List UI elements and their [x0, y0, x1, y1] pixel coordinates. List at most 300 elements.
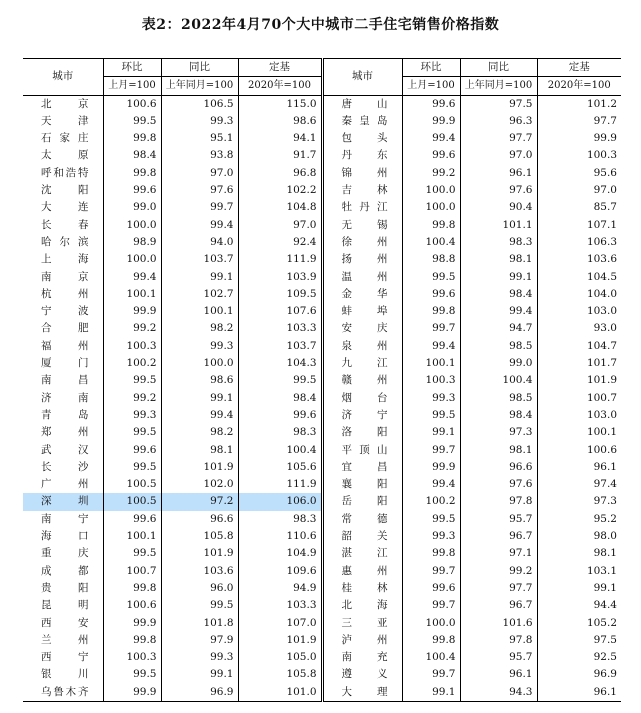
right-yoy-cell: 97.5 — [460, 95, 537, 113]
left-yoy-cell: 97.9 — [161, 632, 238, 649]
table-row — [23, 459, 621, 476]
left-city-cell: 宁 波 — [23, 303, 103, 320]
right-base-cell: 104.7 — [586, 339, 617, 352]
left-mom-cell: 100.3 — [103, 338, 161, 355]
left-city-cell: 重 庆 — [23, 545, 103, 562]
right-mom-cell: 100.0 — [402, 182, 460, 199]
left-mom-cell: 99.9 — [103, 615, 161, 632]
left-base-cell: 99.5 — [238, 372, 322, 389]
left-city-cell: 福 州 — [23, 338, 103, 355]
table-row — [23, 269, 621, 286]
left-base-cell: 101.0 — [238, 684, 322, 702]
left-yoy-cell: 96.9 — [161, 684, 238, 702]
right-yoy-cell: 96.1 — [460, 666, 537, 683]
left-mom-cell: 99.9 — [103, 303, 161, 320]
right-city-cell: 徐 州 — [322, 234, 402, 251]
left-city-cell: 南 昌 — [23, 372, 103, 389]
left-base-cell: 103.3 — [238, 597, 322, 614]
right-base-cell: 98.1 — [593, 547, 617, 560]
right-mom-cell: 99.7 — [402, 442, 460, 459]
right-base-cell: 100.1 — [586, 426, 617, 439]
right-city-cell: 桂 林 — [322, 580, 402, 597]
right-base-cell: 97.7 — [593, 114, 617, 127]
right-city-cell: 遵 义 — [322, 666, 402, 683]
left-base-cell: 96.8 — [238, 165, 322, 182]
right-mom-cell: 99.1 — [402, 424, 460, 441]
right-base-cell: 96.1 — [537, 684, 621, 702]
left-mom-cell: 100.3 — [103, 649, 161, 666]
left-base-cell: 103.7 — [238, 338, 322, 355]
right-yoy-cell: 96.6 — [460, 459, 537, 476]
left-base-cell: 103.3 — [238, 320, 322, 337]
right-base-cell: 95.6 — [593, 166, 617, 179]
right-base-cell: 104.5 — [586, 270, 617, 283]
table-row — [23, 130, 621, 147]
right-base-cell: 96.9 — [593, 668, 617, 681]
left-city-cell: 石家庄 — [23, 130, 103, 147]
left-city-cell: 贵 阳 — [23, 580, 103, 597]
left-base-cell: 98.3 — [238, 424, 322, 441]
left-city-cell: 西 安 — [23, 615, 103, 632]
right-mom-cell: 99.9 — [402, 459, 460, 476]
left-base-cell: 99.6 — [238, 407, 322, 424]
right-city-cell: 三 亚 — [322, 615, 402, 632]
left-mom-cell: 100.6 — [103, 95, 161, 113]
left-city-cell: 乌鲁木齐 — [23, 684, 103, 702]
right-city-cell: 洛 阳 — [322, 424, 402, 441]
left-base-cell: 106.0 — [238, 493, 322, 510]
left-city-cell: 杭 州 — [23, 286, 103, 303]
left-mom-cell: 99.6 — [103, 511, 161, 528]
right-yoy-cell: 98.5 — [460, 338, 537, 355]
right-mom-cell: 100.0 — [402, 615, 460, 632]
table-row — [23, 684, 621, 702]
right-base-cell: 92.5 — [593, 651, 617, 664]
right-mom-cell: 99.3 — [402, 390, 460, 407]
left-base-cell: 105.6 — [238, 459, 322, 476]
subheader-mom-right: 上月=100 — [402, 77, 460, 95]
header-mom-right: 环比 — [402, 59, 460, 77]
right-yoy-cell: 97.7 — [460, 580, 537, 597]
left-yoy-cell: 103.6 — [161, 563, 238, 580]
right-mom-cell: 99.4 — [402, 130, 460, 147]
right-mom-cell: 99.8 — [402, 632, 460, 649]
table-row — [23, 338, 621, 355]
left-base-cell: 100.4 — [238, 442, 322, 459]
left-city-cell: 沈 阳 — [23, 182, 103, 199]
table-row — [23, 493, 621, 510]
right-yoy-cell: 97.8 — [460, 632, 537, 649]
right-mom-cell: 99.5 — [402, 269, 460, 286]
left-yoy-cell: 99.3 — [161, 649, 238, 666]
table-row — [23, 545, 621, 562]
header-mom-left: 环比 — [103, 59, 161, 77]
price-index-table-container — [23, 58, 620, 702]
left-city-cell: 哈尔滨 — [23, 234, 103, 251]
right-base-cell: 97.5 — [593, 633, 617, 646]
right-mom-cell: 100.4 — [402, 649, 460, 666]
right-mom-cell: 99.6 — [402, 147, 460, 164]
subheader-yoy-left: 上年同月=100 — [161, 77, 238, 95]
right-city-cell: 包 头 — [322, 130, 402, 147]
right-base-cell: 96.1 — [593, 460, 617, 473]
right-yoy-cell: 98.4 — [460, 286, 537, 303]
left-base-cell: 105.0 — [238, 649, 322, 666]
left-yoy-cell: 96.0 — [161, 580, 238, 597]
right-city-cell: 宜 昌 — [322, 459, 402, 476]
left-mom-cell: 99.2 — [103, 320, 161, 337]
left-yoy-cell: 98.1 — [161, 442, 238, 459]
table-row — [23, 217, 621, 234]
right-base-cell: 97.0 — [593, 184, 617, 197]
table-row — [23, 147, 621, 164]
right-base-cell: 107.1 — [586, 218, 617, 231]
right-yoy-cell: 90.4 — [460, 199, 537, 216]
right-base-cell: 103.6 — [586, 253, 617, 266]
left-city-cell: 青 岛 — [23, 407, 103, 424]
left-mom-cell: 99.5 — [103, 424, 161, 441]
left-mom-cell: 100.6 — [103, 597, 161, 614]
table-row — [23, 528, 621, 545]
right-yoy-cell: 100.4 — [460, 372, 537, 389]
left-yoy-cell: 93.8 — [161, 147, 238, 164]
right-base-cell: 97.3 — [593, 495, 617, 508]
left-base-cell: 104.8 — [238, 199, 322, 216]
right-base-cell: 85.7 — [593, 201, 617, 214]
left-base-cell: 98.4 — [238, 390, 322, 407]
left-city-cell: 呼和浩特 — [23, 165, 103, 182]
right-mom-cell: 99.1 — [402, 684, 460, 702]
left-base-cell: 101.9 — [238, 632, 322, 649]
subheader-mom-left: 上月=100 — [103, 77, 161, 95]
table-row — [23, 632, 621, 649]
left-yoy-cell: 99.4 — [161, 407, 238, 424]
table-row — [23, 649, 621, 666]
left-base-cell: 97.0 — [238, 217, 322, 234]
left-yoy-cell: 98.2 — [161, 320, 238, 337]
left-yoy-cell: 99.7 — [161, 199, 238, 216]
right-mom-cell: 99.5 — [402, 511, 460, 528]
right-yoy-cell: 98.1 — [460, 251, 537, 268]
table-row — [23, 199, 621, 216]
left-base-cell: 98.3 — [238, 511, 322, 528]
left-mom-cell: 99.8 — [103, 165, 161, 182]
table-row — [23, 407, 621, 424]
left-yoy-cell: 98.2 — [161, 424, 238, 441]
right-city-cell: 平顶山 — [322, 442, 402, 459]
right-yoy-cell: 95.7 — [460, 511, 537, 528]
right-base-cell: 97.4 — [593, 478, 617, 491]
right-base-cell: 100.6 — [586, 443, 617, 456]
left-yoy-cell: 102.0 — [161, 476, 238, 493]
right-yoy-cell: 97.6 — [460, 476, 537, 493]
right-mom-cell: 99.6 — [402, 95, 460, 113]
table-row — [23, 113, 621, 130]
right-yoy-cell: 96.3 — [460, 113, 537, 130]
right-base-cell: 100.3 — [586, 149, 617, 162]
left-yoy-cell: 98.6 — [161, 372, 238, 389]
right-base-cell: 101.9 — [586, 374, 617, 387]
header-yoy-left: 同比 — [161, 59, 238, 77]
left-yoy-cell: 103.7 — [161, 251, 238, 268]
left-base-cell: 91.7 — [238, 147, 322, 164]
table-row — [23, 234, 621, 251]
left-base-cell: 92.4 — [238, 234, 322, 251]
table-row — [23, 442, 621, 459]
right-base-cell: 93.0 — [593, 322, 617, 335]
left-yoy-cell: 100.0 — [161, 355, 238, 372]
left-base-cell: 94.1 — [238, 130, 322, 147]
right-yoy-cell: 99.0 — [460, 355, 537, 372]
left-mom-cell: 100.1 — [103, 528, 161, 545]
left-mom-cell: 99.9 — [103, 684, 161, 702]
right-yoy-cell: 97.0 — [460, 147, 537, 164]
left-yoy-cell: 97.6 — [161, 182, 238, 199]
left-yoy-cell: 99.1 — [161, 666, 238, 683]
left-base-cell: 104.9 — [238, 545, 322, 562]
right-base-cell: 103.0 — [586, 408, 617, 421]
left-base-cell: 105.8 — [238, 666, 322, 683]
right-base-cell: 99.1 — [593, 581, 617, 594]
right-yoy-cell: 97.7 — [460, 130, 537, 147]
right-city-cell: 北 海 — [322, 597, 402, 614]
right-city-cell: 赣 州 — [322, 372, 402, 389]
left-yoy-cell: 101.8 — [161, 615, 238, 632]
right-city-cell: 扬 州 — [322, 251, 402, 268]
left-city-cell: 大 连 — [23, 199, 103, 216]
left-city-cell: 北 京 — [23, 95, 103, 113]
left-mom-cell: 99.5 — [103, 545, 161, 562]
left-city-cell: 郑 州 — [23, 424, 103, 441]
left-yoy-cell: 99.5 — [161, 597, 238, 614]
left-base-cell: 107.0 — [238, 615, 322, 632]
right-city-cell: 泉 州 — [322, 338, 402, 355]
right-yoy-cell: 94.7 — [460, 320, 537, 337]
right-base-cell: 95.2 — [593, 512, 617, 525]
right-mom-cell: 100.2 — [402, 493, 460, 510]
right-city-cell: 惠 州 — [322, 563, 402, 580]
left-city-cell: 昆 明 — [23, 597, 103, 614]
right-mom-cell: 99.7 — [402, 666, 460, 683]
left-city-cell: 银 川 — [23, 666, 103, 683]
right-mom-cell: 99.6 — [402, 286, 460, 303]
left-city-cell: 兰 州 — [23, 632, 103, 649]
left-mom-cell: 99.5 — [103, 666, 161, 683]
right-yoy-cell: 97.8 — [460, 493, 537, 510]
subheader-base-left: 2020年=100 — [238, 77, 322, 95]
table-row — [23, 424, 621, 441]
right-city-cell: 金 华 — [322, 286, 402, 303]
left-yoy-cell: 99.3 — [161, 338, 238, 355]
right-city-cell: 无 锡 — [322, 217, 402, 234]
left-mom-cell: 99.8 — [103, 130, 161, 147]
right-base-cell: 103.1 — [586, 564, 617, 577]
left-mom-cell: 99.5 — [103, 372, 161, 389]
right-yoy-cell: 101.1 — [460, 217, 537, 234]
right-city-cell: 吉 林 — [322, 182, 402, 199]
right-city-cell: 南 充 — [322, 649, 402, 666]
left-mom-cell: 99.5 — [103, 113, 161, 130]
table-row — [23, 355, 621, 372]
left-base-cell: 102.2 — [238, 182, 322, 199]
left-yoy-cell: 101.9 — [161, 459, 238, 476]
right-city-cell: 蚌 埠 — [322, 303, 402, 320]
right-mom-cell: 99.5 — [402, 407, 460, 424]
table-body — [23, 95, 621, 701]
subheader-yoy-right: 上年同月=100 — [460, 77, 537, 95]
left-city-cell: 南 京 — [23, 269, 103, 286]
right-mom-cell: 99.4 — [402, 476, 460, 493]
left-mom-cell: 100.2 — [103, 355, 161, 372]
right-yoy-cell: 94.3 — [460, 684, 537, 702]
left-city-cell: 西 宁 — [23, 649, 103, 666]
right-base-cell: 105.2 — [586, 616, 617, 629]
left-city-cell: 济 南 — [23, 390, 103, 407]
left-mom-cell: 99.2 — [103, 390, 161, 407]
right-base-cell: 98.0 — [593, 530, 617, 543]
left-yoy-cell: 99.1 — [161, 269, 238, 286]
right-mom-cell: 100.3 — [402, 372, 460, 389]
right-mom-cell: 99.9 — [402, 113, 460, 130]
right-mom-cell: 100.0 — [402, 199, 460, 216]
left-city-cell: 上 海 — [23, 251, 103, 268]
right-base-cell: 99.9 — [593, 132, 617, 145]
left-base-cell: 111.9 — [238, 251, 322, 268]
left-base-cell: 98.6 — [238, 113, 322, 130]
right-mom-cell: 99.3 — [402, 528, 460, 545]
right-base-cell: 101.7 — [586, 357, 617, 370]
left-mom-cell: 99.5 — [103, 459, 161, 476]
table-row — [23, 303, 621, 320]
right-city-cell: 大 理 — [322, 684, 402, 702]
header-base-left: 定基 — [238, 59, 322, 77]
right-yoy-cell: 99.4 — [460, 303, 537, 320]
left-yoy-cell: 100.1 — [161, 303, 238, 320]
right-city-cell: 韶 关 — [322, 528, 402, 545]
left-base-cell: 115.0 — [238, 95, 322, 113]
table-row — [23, 563, 621, 580]
right-mom-cell: 99.8 — [402, 217, 460, 234]
left-city-cell: 长 春 — [23, 217, 103, 234]
table-row — [23, 286, 621, 303]
left-city-cell: 天 津 — [23, 113, 103, 130]
left-mom-cell: 99.8 — [103, 632, 161, 649]
table-title: 表2：2022年4月70个大中城市二手住宅销售价格指数 — [141, 17, 500, 33]
left-yoy-cell: 97.0 — [161, 165, 238, 182]
table-row — [23, 165, 621, 182]
table-row — [23, 666, 621, 683]
right-city-cell: 济 宁 — [322, 407, 402, 424]
right-mom-cell: 99.6 — [402, 580, 460, 597]
left-mom-cell: 99.4 — [103, 269, 161, 286]
table-row — [23, 615, 621, 632]
left-city-cell: 成 都 — [23, 563, 103, 580]
left-city-cell: 长 沙 — [23, 459, 103, 476]
right-city-cell: 烟 台 — [322, 390, 402, 407]
left-city-cell: 厦 门 — [23, 355, 103, 372]
left-mom-cell: 100.0 — [103, 251, 161, 268]
table-row — [23, 511, 621, 528]
left-base-cell: 109.5 — [238, 286, 322, 303]
right-city-cell: 秦皇岛 — [322, 113, 402, 130]
left-yoy-cell: 99.3 — [161, 113, 238, 130]
right-city-cell: 唐 山 — [322, 95, 402, 113]
right-city-cell: 温 州 — [322, 269, 402, 286]
right-yoy-cell: 96.7 — [460, 597, 537, 614]
right-city-cell: 岳 阳 — [322, 493, 402, 510]
right-yoy-cell: 99.2 — [460, 563, 537, 580]
left-mom-cell: 98.9 — [103, 234, 161, 251]
table-row — [23, 182, 621, 199]
left-base-cell: 111.9 — [238, 476, 322, 493]
right-base-cell: 101.2 — [586, 97, 617, 110]
left-yoy-cell: 99.1 — [161, 390, 238, 407]
left-yoy-cell: 106.5 — [161, 95, 238, 113]
header-base-right: 定基 — [537, 59, 621, 77]
left-yoy-cell: 102.7 — [161, 286, 238, 303]
left-mom-cell: 99.8 — [103, 580, 161, 597]
left-city-cell: 广 州 — [23, 476, 103, 493]
header-yoy-right: 同比 — [460, 59, 537, 77]
table-row — [23, 476, 621, 493]
left-mom-cell: 98.4 — [103, 147, 161, 164]
table-row — [23, 597, 621, 614]
left-mom-cell: 99.6 — [103, 442, 161, 459]
left-mom-cell: 100.1 — [103, 286, 161, 303]
left-mom-cell: 100.0 — [103, 217, 161, 234]
left-yoy-cell: 105.8 — [161, 528, 238, 545]
left-mom-cell: 99.3 — [103, 407, 161, 424]
right-mom-cell: 100.4 — [402, 234, 460, 251]
right-base-cell: 104.0 — [586, 287, 617, 300]
right-mom-cell: 99.7 — [402, 320, 460, 337]
left-yoy-cell: 96.6 — [161, 511, 238, 528]
table-row — [23, 580, 621, 597]
right-city-cell: 湛 江 — [322, 545, 402, 562]
right-city-cell: 牡丹江 — [322, 199, 402, 216]
left-city-cell: 合 肥 — [23, 320, 103, 337]
table-row — [23, 320, 621, 337]
right-yoy-cell: 98.5 — [460, 390, 537, 407]
left-city-cell: 深 圳 — [23, 493, 103, 510]
right-yoy-cell: 98.1 — [460, 442, 537, 459]
left-mom-cell: 100.7 — [103, 563, 161, 580]
right-base-cell: 100.7 — [586, 391, 617, 404]
left-mom-cell: 100.5 — [103, 476, 161, 493]
left-mom-cell: 99.6 — [103, 182, 161, 199]
left-mom-cell: 99.0 — [103, 199, 161, 216]
right-mom-cell: 99.8 — [402, 303, 460, 320]
right-base-cell: 94.4 — [593, 599, 617, 612]
right-yoy-cell: 95.7 — [460, 649, 537, 666]
price-index-table — [23, 58, 621, 702]
left-city-cell: 南 宁 — [23, 511, 103, 528]
right-yoy-cell: 96.1 — [460, 165, 537, 182]
right-mom-cell: 99.4 — [402, 338, 460, 355]
right-yoy-cell: 96.7 — [460, 528, 537, 545]
right-city-cell: 丹 东 — [322, 147, 402, 164]
table-row — [23, 372, 621, 389]
left-base-cell: 94.9 — [238, 580, 322, 597]
header-city-left: 城市 — [23, 59, 103, 96]
left-yoy-cell: 99.4 — [161, 217, 238, 234]
right-mom-cell: 99.2 — [402, 165, 460, 182]
right-mom-cell: 99.7 — [402, 563, 460, 580]
right-yoy-cell: 99.1 — [460, 269, 537, 286]
right-yoy-cell: 97.1 — [460, 545, 537, 562]
right-city-cell: 安 庆 — [322, 320, 402, 337]
left-base-cell: 109.6 — [238, 563, 322, 580]
